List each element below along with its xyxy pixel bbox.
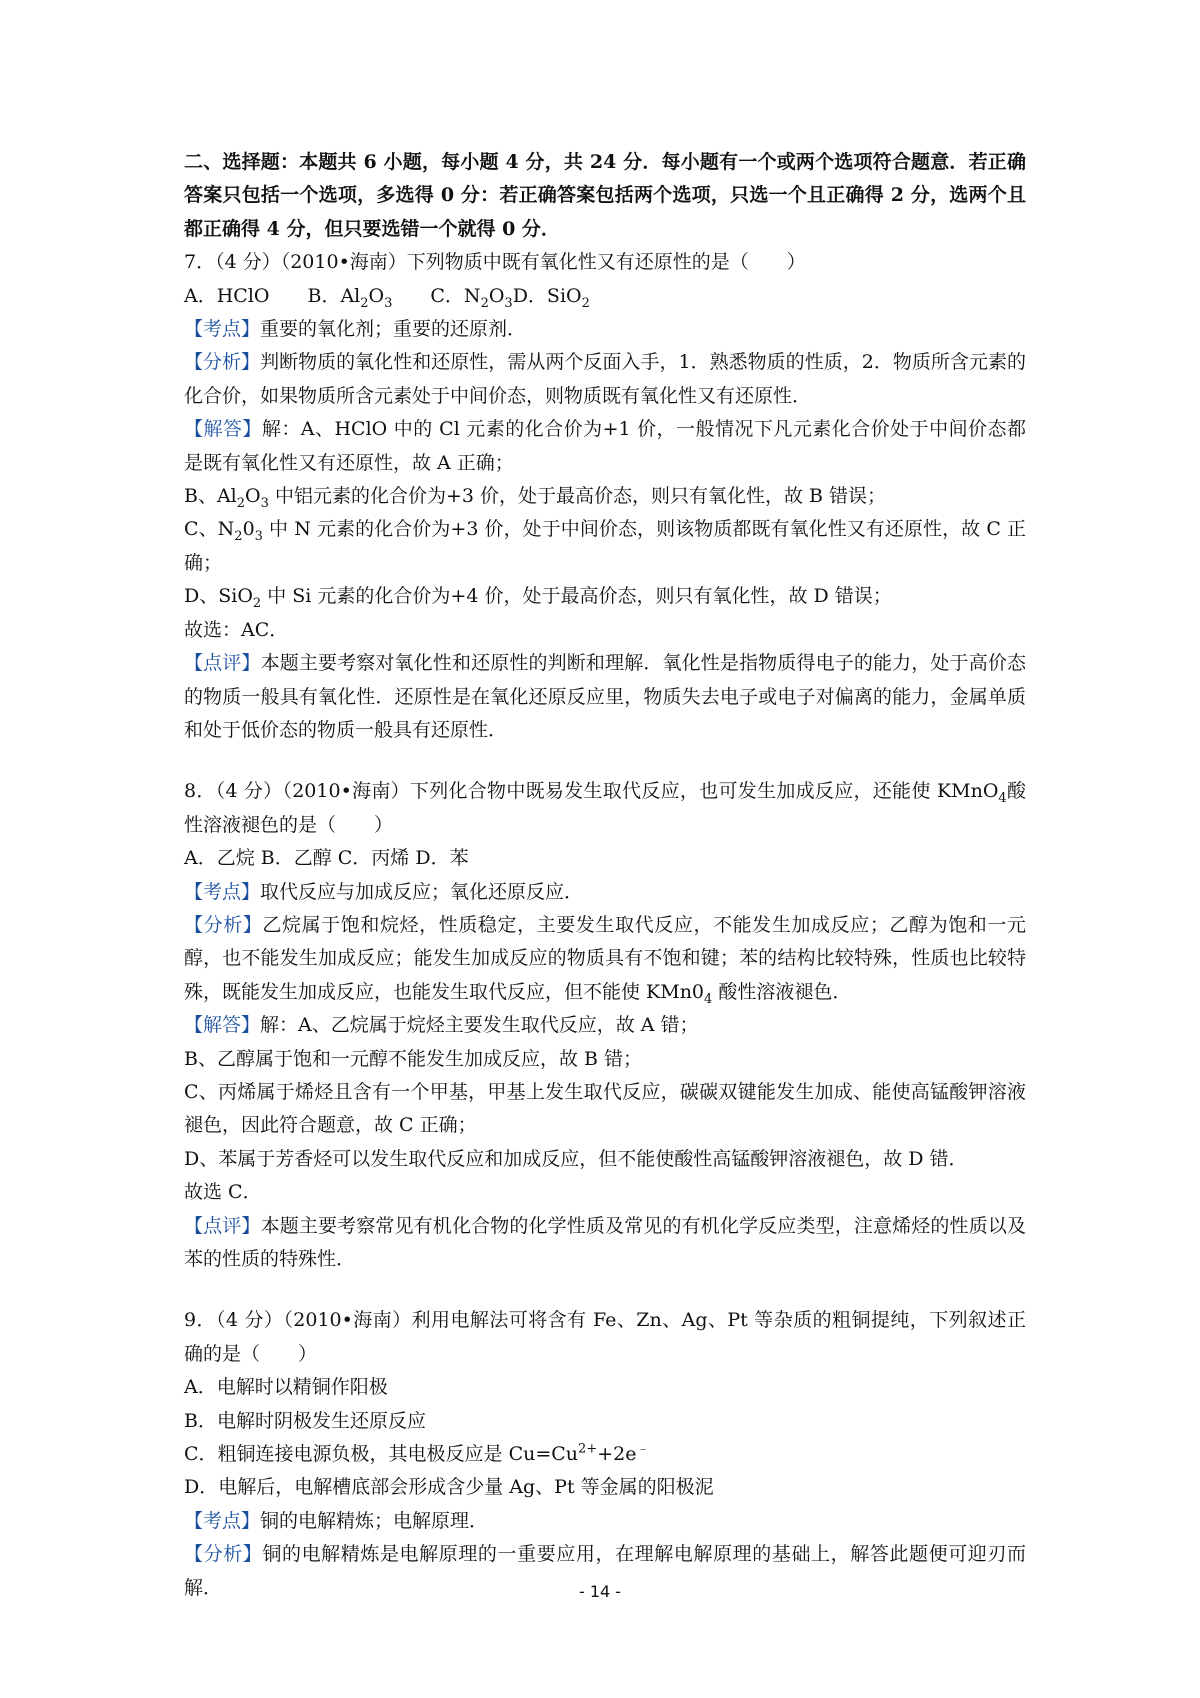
page-content [184, 146, 1026, 1605]
q7-jieda: 【解答】解：A、HClO 中的 Cl 元素的化合价为+1 价，一般情况下凡元素化合价处于中间价态都是既有氧化性又有还原性，故 A 正确； [184, 418, 1026, 474]
q8-stem: 8．（4 分）（2010•海南）下列化合物中既易发生取代反应，也可发生加成反应，还能使 KMnO$_4$酸性溶液褪色的是（ ） [184, 780, 1026, 836]
q7-kaodian: 【考点】重要的氧化剂；重要的还原剂． [184, 318, 527, 341]
q8-options: A．乙烷 B．乙醇 C．丙烯 D．苯 [184, 847, 469, 870]
q7-fenxi: 【分析】判断物质的氧化性和还原性，需从两个反面入手，1．熟悉物质的性质，2．物质所含元素的化合价，如果物质所含元素处于中间价态，则物质既有氧化性又有还原性． [184, 351, 1026, 407]
q9-option-b: B．电解时阴极发生还原反应 [184, 1409, 426, 1432]
q8-kaodian: 【考点】取代反应与加成反应；氧化还原反应． [184, 880, 584, 903]
q9-kaodian: 【考点】铜的电解精炼；电解原理． [184, 1509, 489, 1532]
q9-option-d: D．电解后，电解槽底部会形成含少量 Ag、Pt 等金属的阳极泥 [184, 1476, 714, 1499]
kaodian-tag: 【考点】 [184, 880, 261, 903]
q8-jieda: 【解答】解：A、乙烷属于烷烃主要发生取代反应，故 A 错； [184, 1014, 699, 1037]
jieda-tag: 【解答】 [184, 1014, 261, 1037]
kaodian-tag: 【考点】 [184, 1509, 261, 1532]
q8-line-c: C、丙烯属于烯烃且含有一个甲基，甲基上发生取代反应，碳碳双键能发生加成、能使高锰酸钾溶液褪色，因此符合题意，故 C 正确； [184, 1080, 1026, 1137]
q7-answer: 故选：AC． [184, 618, 289, 641]
kaodian-tag: 【考点】 [184, 318, 261, 341]
spacer [184, 747, 1026, 775]
fenxi-tag: 【分析】 [184, 1543, 263, 1566]
fenxi-tag: 【分析】 [184, 351, 261, 374]
q9-option-c: C．粗铜连接电源负极，其电极反应是 $Cu=Cu^{2+}+2e^﹣$ [184, 1441, 650, 1466]
fenxi-tag: 【分析】 [184, 913, 263, 936]
q9-stem: 9．（4 分）（2010•海南）利用电解法可将含有 Fe、Zn、Ag、Pt 等杂质的粗铜提纯，下列叙述正确的是（ ） [184, 1309, 1026, 1365]
jieda-tag: 【解答】 [184, 418, 262, 441]
section-header: 二、选择题：本题共 6 小题，每小题 4 分，共 24 分．每小题有一个或两个选项符合题意．若正确答案只包括一个选项，多选得 0 分：若正确答案包括两个选项，只选一个且正确得 2 分，选两个且都正确得 4 分，但只要选错一个就得 0 分． [184, 151, 1026, 240]
dianping-tag: 【点评】 [184, 1214, 261, 1237]
q7-line-c: C、$N_20_3$ 中 N 元素的化合价为+3 价，处于中间价态，则该物质都既有氧化性又有还原性，故 C 正确； [184, 518, 1026, 574]
q8-line-b: B、乙醇属于饱和一元醇不能发生加成反应，故 B 错； [184, 1047, 643, 1070]
q7-dianping: 【点评】本题主要考察对氧化性和还原性的判断和理解．氧化性是指物质得电子的能力，处于高价态的物质一般具有氧化性．还原性是在氧化还原反应里，物质失去电子或电子对偏离的能力，金属单质和处于低价态的物质一般具有还原性． [184, 652, 1026, 741]
q8-fenxi: 【分析】乙烷属于饱和烷烃，性质稳定，主要发生取代反应，不能发生加成反应；乙醇为饱和一元醇，也不能发生加成反应；能发生加成反应的物质具有不饱和键；苯的结构比较特殊，性质也比较特殊，既能发生加成反应，也能发生取代反应，但不能使 $KMn0_4$ 酸性溶液褪色． [184, 913, 1026, 1007]
q7-line-b: B、$Al_2O_3$ 中铝元素的化合价为+3 价，处于最高价态，则只有氧化性，故 B 错误； [184, 485, 887, 511]
spacer [184, 1276, 1026, 1304]
q7-stem: 7．（4 分）（2010•海南）下列物质中既有氧化性又有还原性的是（ ） [184, 251, 806, 274]
q7-options: A．HClO B．$Al_2O_3$ C．$N_2O_3D$．SiO$_2$ [184, 284, 590, 311]
q8-answer: 故选 C． [184, 1181, 262, 1204]
q7-line-d: D、SiO$_2$ 中 Si 元素的化合价为+4 价，处于最高价态，则只有氧化性，故 D 错误； [184, 585, 892, 612]
q8-dianping: 【点评】本题主要考察常见有机化合物的化学性质及常见的有机化学反应类型，注意烯烃的性质以及苯的性质的特殊性． [184, 1214, 1026, 1270]
page-number: - 14 - [578, 1582, 622, 1601]
q8-line-d: D、苯属于芳香烃可以发生取代反应和加成反应，但不能使酸性高锰酸钾溶液褪色，故 D 错． [184, 1147, 968, 1170]
q9-option-a: A．电解时以精铜作阳极 [184, 1376, 388, 1399]
q9-fenxi: 【分析】铜的电解精炼是电解原理的一重要应用，在理解电解原理的基础上，解答此题便可迎刃而解． [184, 1543, 1026, 1599]
dianping-tag: 【点评】 [184, 652, 261, 675]
